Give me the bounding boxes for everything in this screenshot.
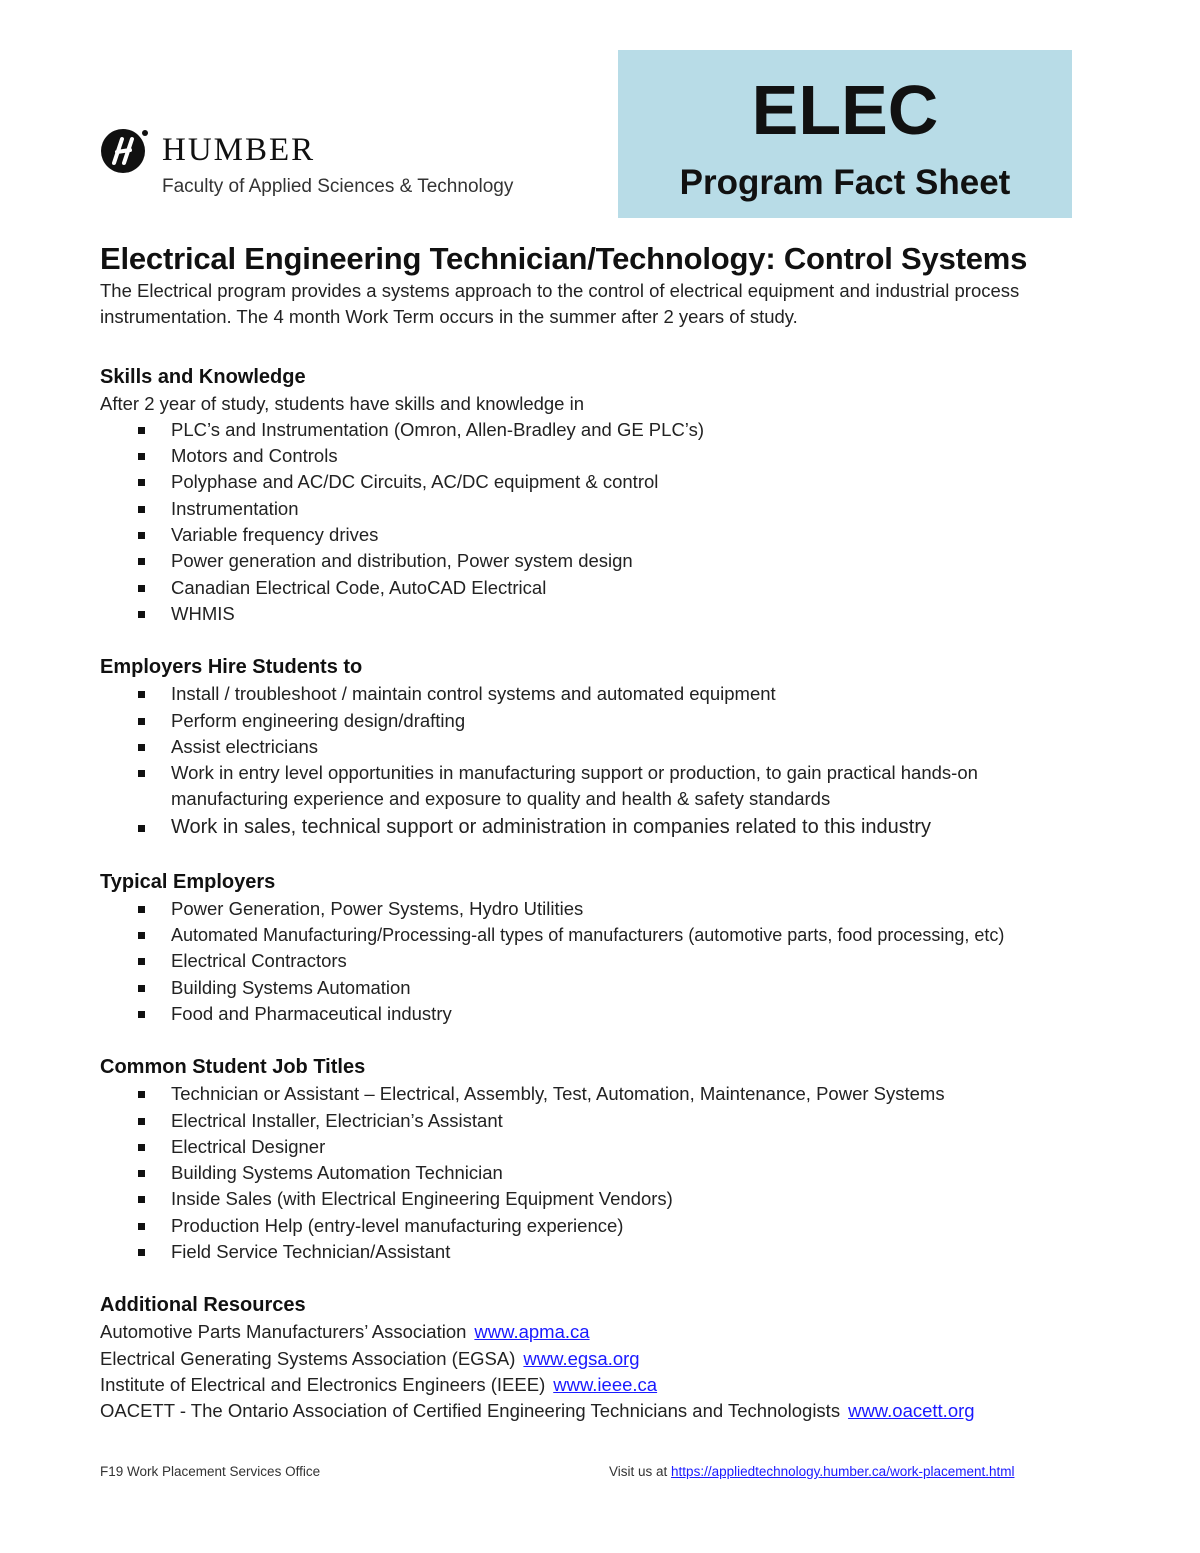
section-heading: Skills and Knowledge xyxy=(100,365,306,388)
list-item: Assist electricians xyxy=(100,734,1100,760)
bullet-icon xyxy=(138,691,145,698)
list-item: Install / troubleshoot / maintain control systems and automated equipment xyxy=(100,681,1100,707)
bullet-icon xyxy=(138,1118,145,1125)
employers-hire-list xyxy=(100,681,1100,841)
section-heading: Additional Resources xyxy=(100,1294,306,1317)
resources-section xyxy=(100,1291,1100,1424)
bullet-icon xyxy=(138,532,145,539)
list-item: Electrical Contractors xyxy=(100,948,1100,974)
faculty-name: Faculty of Applied Sciences & Technology xyxy=(162,176,514,197)
apma-link[interactable]: www.apma.ca xyxy=(474,1321,590,1343)
bullet-icon xyxy=(138,1249,145,1256)
list-item: Power Generation, Power Systems, Hydro Utilities xyxy=(100,896,1100,922)
footer-visit-label: Visit us at xyxy=(609,1464,668,1479)
egsa-link[interactable]: www.egsa.org xyxy=(523,1347,640,1369)
list-item: Electrical Installer, Electrician’s Assistant xyxy=(100,1108,1100,1134)
typical-employers-section xyxy=(100,868,1100,1027)
resource-item: OACETT - The Ontario Association of Certified Engineering Technicians and Technologists www.oacett.org xyxy=(100,1400,975,1422)
list-item: Polyphase and AC/DC Circuits, AC/DC equipment & control xyxy=(100,469,1100,495)
footer-office: F19 Work Placement Services Office xyxy=(100,1464,321,1479)
list-item: Motors and Controls xyxy=(100,443,1100,469)
bullet-icon xyxy=(138,1144,145,1151)
bullet-icon xyxy=(138,1011,145,1018)
list-item: PLC’s and Instrumentation (Omron, Allen-Bradley and GE PLC’s) xyxy=(100,417,1100,443)
bullet-icon xyxy=(138,906,145,913)
resource-item: Automotive Parts Manufacturers’ Association www.apma.ca xyxy=(100,1321,590,1343)
resource-item: Institute of Electrical and Electronics Engineers (IEEE) www.ieee.ca xyxy=(100,1373,658,1395)
program-code-box xyxy=(618,50,1072,218)
bullet-icon xyxy=(138,585,145,592)
employers-hire-section xyxy=(100,653,1100,841)
bullet-icon xyxy=(138,453,145,460)
section-lead: After 2 year of study, students have skills and knowledge in xyxy=(100,392,585,414)
list-item: Electrical Designer xyxy=(100,1134,1100,1160)
bullet-icon xyxy=(138,744,145,751)
bullet-icon xyxy=(138,1091,145,1098)
typical-employers-list xyxy=(100,896,1100,1027)
list-item: Automated Manufacturing/Processing-all types of manufacturers (automotive parts, food processing, etc) xyxy=(100,922,1100,948)
bullet-icon xyxy=(138,718,145,725)
bullet-icon xyxy=(138,770,145,777)
ieee-link[interactable]: www.ieee.ca xyxy=(553,1373,658,1395)
list-item: Work in sales, technical support or administration in companies related to this industry xyxy=(100,813,1100,842)
bullet-icon xyxy=(138,427,145,434)
bullet-icon xyxy=(138,479,145,486)
list-item: WHMIS xyxy=(100,601,1100,627)
list-item: Field Service Technician/Assistant xyxy=(100,1239,1100,1265)
page-title: Electrical Engineering Technician/Technology: Control Systems xyxy=(100,241,1028,276)
list-item: Technician or Assistant – Electrical, Assembly, Test, Automation, Maintenance, Power Systems xyxy=(100,1081,1100,1107)
job-titles-section xyxy=(100,1053,1100,1265)
list-item: Building Systems Automation Technician xyxy=(100,1160,1100,1186)
oacett-link[interactable]: www.oacett.org xyxy=(848,1400,975,1422)
list-item: Inside Sales (with Electrical Engineering Equipment Vendors) xyxy=(100,1186,1100,1212)
resource-item: Electrical Generating Systems Association (EGSA) www.egsa.org xyxy=(100,1347,640,1369)
footer-visit xyxy=(609,1464,1014,1479)
work-placement-link[interactable]: https://appliedtechnology.humber.ca/work-placement.html xyxy=(671,1464,1015,1479)
bullet-icon xyxy=(138,932,145,939)
list-item: Perform engineering design/drafting xyxy=(100,708,1100,734)
list-item: Food and Pharmaceutical industry xyxy=(100,1001,1100,1027)
humber-logo-mark-icon xyxy=(100,126,148,174)
section-heading: Employers Hire Students to xyxy=(100,656,363,679)
bullet-icon xyxy=(138,985,145,992)
list-item: Variable frequency drives xyxy=(100,522,1100,548)
list-item: Instrumentation xyxy=(100,496,1100,522)
list-item: Canadian Electrical Code, AutoCAD Electrical xyxy=(100,575,1100,601)
section-heading: Typical Employers xyxy=(100,870,276,893)
bullet-icon xyxy=(138,1223,145,1230)
program-code: ELEC xyxy=(751,71,939,149)
skills-list xyxy=(100,417,1100,627)
bullet-icon xyxy=(138,1196,145,1203)
bullet-icon xyxy=(138,1170,145,1177)
list-item: Building Systems Automation xyxy=(100,975,1100,1001)
logo-name: HUMBER xyxy=(162,132,316,168)
bullet-icon xyxy=(138,506,145,513)
program-intro: The Electrical program provides a systems approach to the control of electrical equipment and industrial process instrumentation. The 4 month Work Term occurs in the summer after 2 years of study. xyxy=(100,280,1020,328)
bullet-icon xyxy=(138,825,145,832)
bullet-icon xyxy=(138,558,145,565)
job-titles-list xyxy=(100,1081,1100,1265)
fact-sheet-subtitle: Program Fact Sheet xyxy=(679,163,1011,202)
list-item: Production Help (entry-level manufacturing experience) xyxy=(100,1213,1100,1239)
list-item: Work in entry level opportunities in manufacturing support or production, to gain practical hands-on manufacturing experience and exposure to quality and health & safety standards xyxy=(100,760,1100,813)
section-heading: Common Student Job Titles xyxy=(100,1056,366,1079)
bullet-icon xyxy=(138,958,145,965)
bullet-icon xyxy=(138,611,145,618)
main-content xyxy=(100,240,1100,1425)
list-item: Power generation and distribution, Power system design xyxy=(100,548,1100,574)
skills-section xyxy=(100,363,1100,628)
